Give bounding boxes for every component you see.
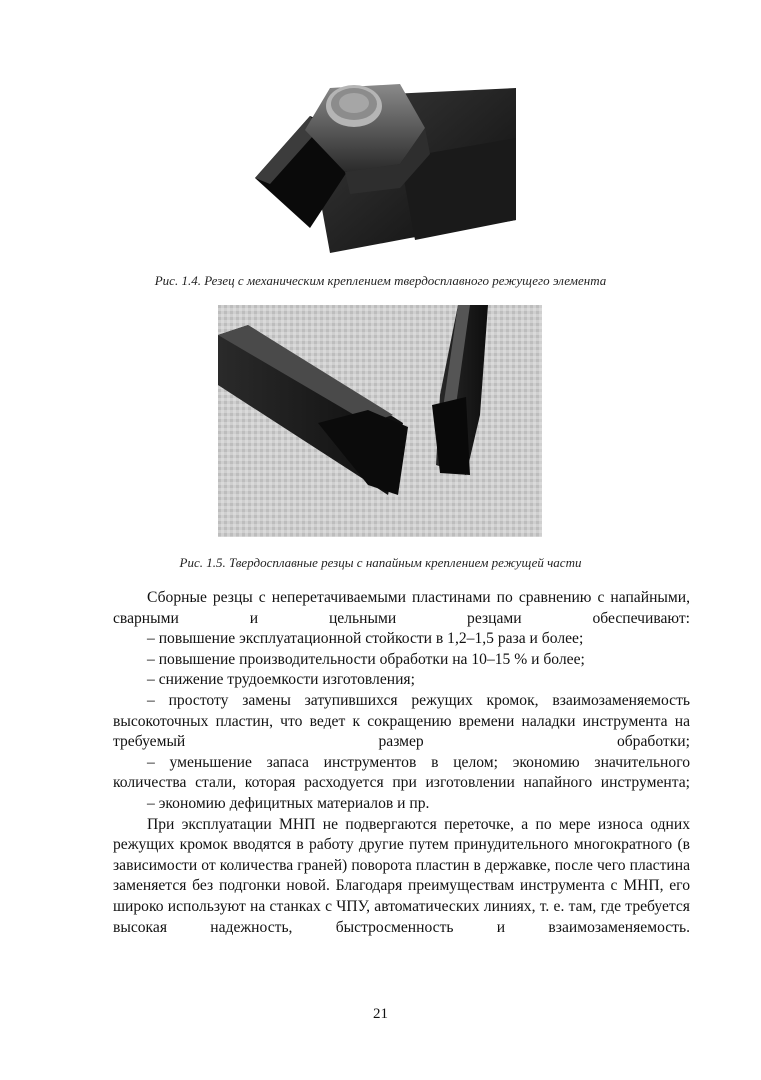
body-text — [113, 588, 690, 938]
cutter-mechanical-clamp-photo — [250, 68, 516, 256]
list-item: – простоту замены затупившихся режущих кромок, взаимозаменяемость высокоточных пластин, что ведет к сокращению времени наладки инструмента на требуемый размер обработки; — [113, 691, 690, 751]
intro-paragraph: Сборные резцы с неперетачиваемыми пластинами по сравнению с напайными, сварными и цельными резцами обеспечивают: — [113, 589, 690, 627]
list-item: – повышение производительности обработки на 10–15 % и более; — [147, 650, 585, 668]
list-item: – экономию дефицитных материалов и пр. — [147, 794, 430, 812]
figure-1-4-image — [250, 68, 516, 256]
brazed-carbide-cutters-photo — [218, 305, 542, 537]
main-paragraph: При эксплуатации МНП не подвергаются переточке, а по мере износа одних режущих кромок вводятся в работу другие путем принудительного многократного (в зависимости от количества граней) поворота пластин в державке, после чего пластина заменяется без подгонки новой. Благодаря преимуществам инструмента с МНП, его широко используют на станках с ЧПУ, автоматических линиях, т. е. там, где требуется высокая надежность, быстросменность и взаимозаменяемость. — [113, 815, 690, 936]
list-item: – повышение эксплуатационной стойкости в 1,2–1,5 раза и более; — [147, 630, 584, 648]
figure-1-4-caption: Рис. 1.4. Резец с механическим креплением твердосплавного режущего элемента — [154, 273, 607, 288]
figure-1-5-caption: Рис. 1.5. Твердосплавные резцы с напайным креплением режущей части — [179, 555, 582, 570]
figure-1-5-image — [218, 305, 542, 537]
list-item: – уменьшение запаса инструментов в целом; экономию значительного количества стали, которая расходуется при изготовлении напайного инструмента; — [113, 753, 690, 792]
page-number: 21 — [373, 1006, 388, 1022]
list-item: – снижение трудоемкости изготовления; — [147, 671, 415, 689]
